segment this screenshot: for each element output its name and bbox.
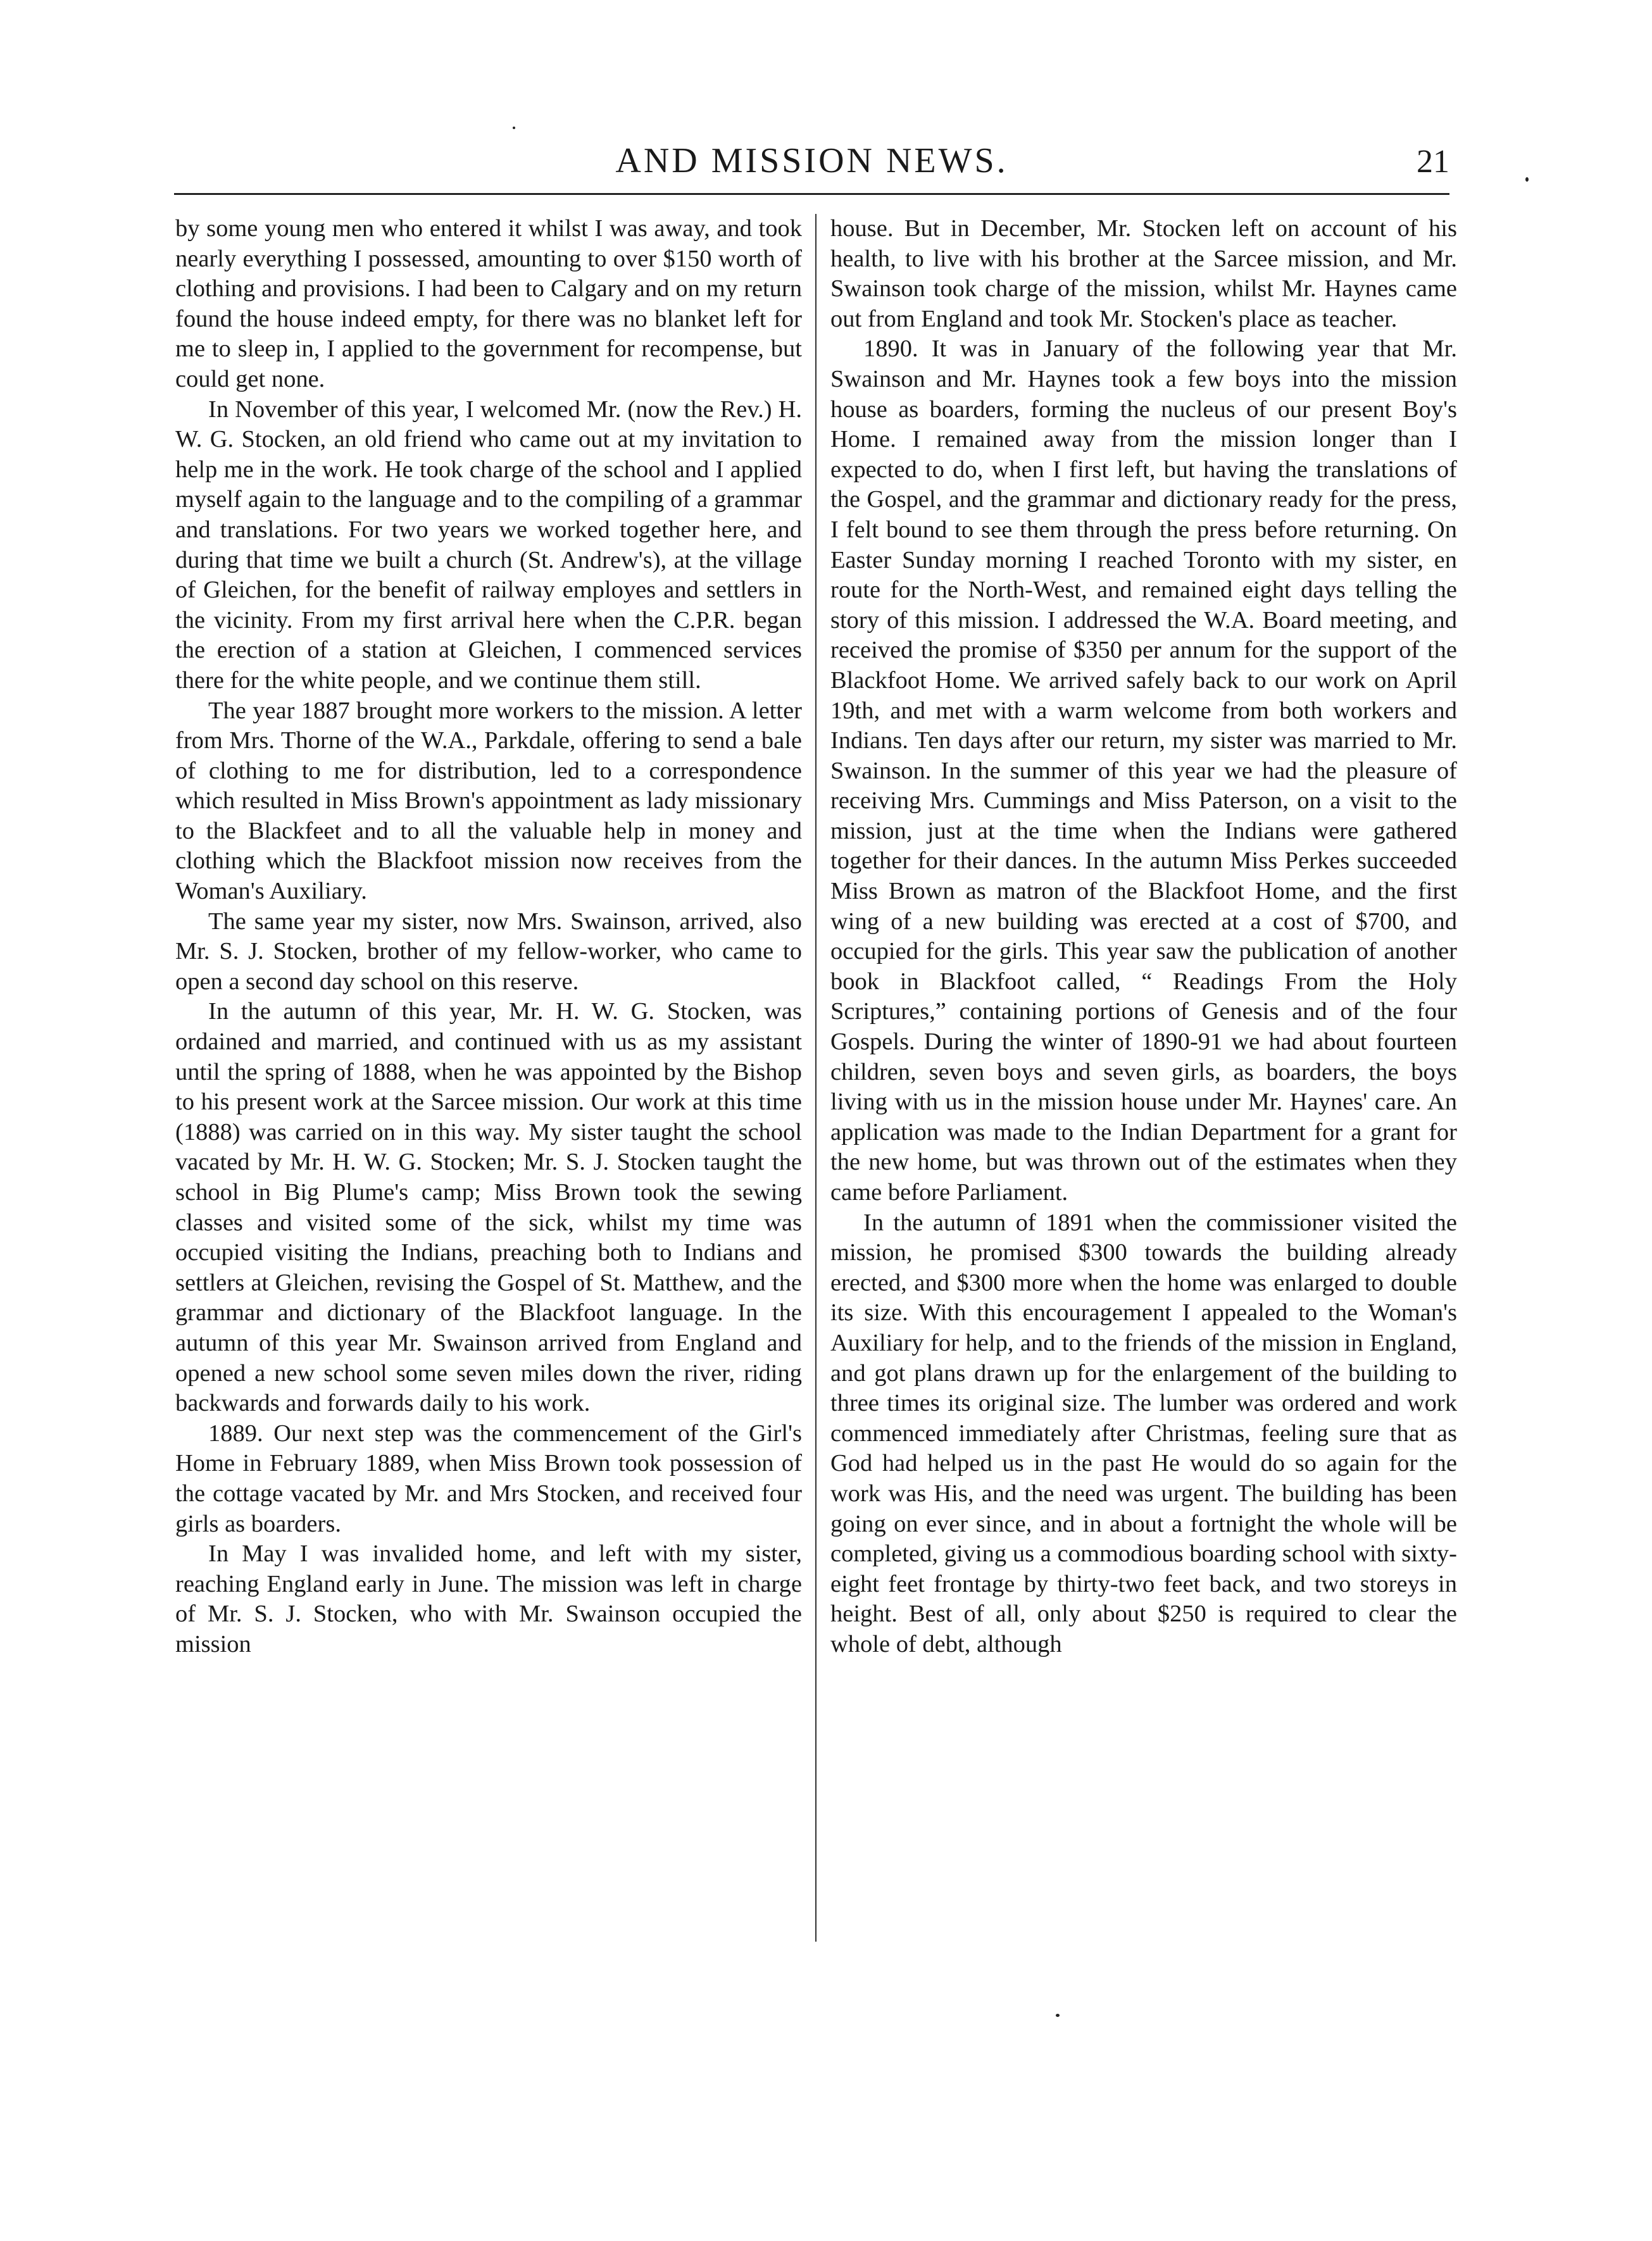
page-number: 21 [1417,144,1449,180]
paragraph: In the autumn of 1891 when the commissioner visited the mission, he promised $300 towards the building already erected, and $300 more when the home was enlarged to double its size. With this encouragement I appealed to the Woman's Auxiliary for help, and to the friends of the mission in England, and got plans drawn up for the enlargement of the building to three times its original size. The lumber was ordered and work commenced immediately after Christmas, feeling sure that as God had helped us in the past He would do so again for the work was His, and the need was urgent. The building has been going on ever since, and in about a fortnight the whole will be completed, giving us a commodious boarding school with sixty-eight feet frontage by thirty-two feet back, and two storeys in height. Best of all, only about $250 is required to clear the whole of debt, although [830,1209,1457,1657]
paragraph: The year 1887 brought more workers to the mission. A letter from Mrs. Thorne of the W.A., Parkdale, offering to send a bale of clothing to me for distribution, led to a correspondence which resulted in Miss Brown's appointment as lady missionary to the Blackfeet and to all the valuable help in money and clothing which the Blackfoot mission now receives from the Woman's Auxiliary. [175,697,802,905]
print-speck [1525,177,1529,182]
paragraph: by some young men who entered it whilst I was away, and took nearly everything I possessed, amounting to over $150 worth of clothing and provisions. I had been to Calgary and on my return found the house indeed empty, for there was no blanket left for me to sleep in, I applied to the government for recompense, but could get none. [175,215,802,392]
column-divider [815,214,817,1942]
paragraph: house. But in December, Mr. Stocken left on account of his health, to live with his brother at the Sarcee mission, and Mr. Swainson took charge of the mission, whilst Mr. Haynes came out from England and took Mr. Stocken's place as teacher. [830,215,1457,332]
running-title: AND MISSION NEWS. [615,141,1008,180]
header-rule [174,193,1449,195]
paragraph: 1889. Our next step was the commencement of the Girl's Home in February 1889, when Miss Brown took possession of the cottage vacated by Mr. and Mrs Stocken, and received four girls as boarders. [175,1420,802,1537]
right-column [830,214,1457,1660]
paragraph: In November of this year, I welcomed Mr. (now the Rev.) H. W. G. Stocken, an old friend who came out at my invitation to help me in the work. He took charge of the school and I applied myself again to the language and to the compiling of a grammar and translations. For two years we worked together here, and during that time we built a church (St. Andrew's), at the village of Gleichen, for the benefit of railway employes and settlers in the vicinity. From my first arrival here when the C.P.R. began the erection of a station at Gleichen, I commenced services there for the white people, and we continue them still. [175,396,802,694]
running-header [174,134,1449,191]
paragraph: In the autumn of this year, Mr. H. W. G. Stocken, was ordained and married, and continued with us as my assistant until the spring of 1888, when he was appointed by the Bishop to his present work at the Sarcee mission. Our work at this time (1888) was carried on in this way. My sister taught the school vacated by Mr. H. W. G. Stocken; Mr. S. J. Stocken taught the school in Big Plume's camp; Miss Brown took the sewing classes and visited some of the sick, whilst my time was occupied visiting the Indians, preaching both to Indians and settlers at Gleichen, revising the Gospel of St. Matthew, and the grammar and dictionary of the Blackfoot language. In the autumn of this year Mr. Swainson arrived from England and opened a new school some seven miles down the river, riding backwards and forwards daily to his work. [175,998,802,1417]
paragraph: In May I was invalided home, and left with my sister, reaching England early in June. The mission was left in charge of Mr. S. J. Stocken, who with Mr. Swainson occupied the mission [175,1540,802,1657]
left-column [175,214,802,1660]
paragraph: The same year my sister, now Mrs. Swainson, arrived, also Mr. S. J. Stocken, brother of my fellow-worker, who came to open a second day school on this reserve. [175,908,802,995]
print-speck [1056,2014,1060,2017]
paragraph: 1890. It was in January of the following year that Mr. Swainson and Mr. Haynes took a few boys into the mission house as boarders, forming the nucleus of our present Boy's Home. I remained away from the mission longer than I expected to do, when I first left, but having the translations of the Gospel, and the grammar and dictionary ready for the press, I felt bound to see them through the press before returning. On Easter Sunday morning I reached Toronto with my sister, en route for the North-West, and remained eight days telling the story of this mission. I addressed the W.A. Board meeting, and received the promise of $350 per annum for the support of the Blackfoot Home. We arrived safely back to our work on April 19th, and met with a warm welcome from both workers and Indians. Ten days after our return, my sister was married to Mr. Swainson. In the summer of this year we had the pleasure of receiving Mrs. Cummings and Miss Paterson, on a visit to the mission, just at the time when the Indians were gathered together for their dances. In the autumn Miss Perkes succeeded Miss Brown as matron of the Blackfoot Home, and the first wing of a new building was erected at a cost of $700, and occupied for the girls. This year saw the publication of another book in Blackfoot called, “ Readings From the Holy Scriptures,” containing portions of Genesis and of the four Gospels. During the winter of 1890-91 we had about fourteen children, seven boys and seven girls, as boarders, the boys living with us in the mission house under Mr. Haynes' care. An application was made to the Indian Department for a grant for the new home, but was thrown out of the estimates when they came before Parliament. [830,335,1457,1206]
print-speck [513,127,515,129]
